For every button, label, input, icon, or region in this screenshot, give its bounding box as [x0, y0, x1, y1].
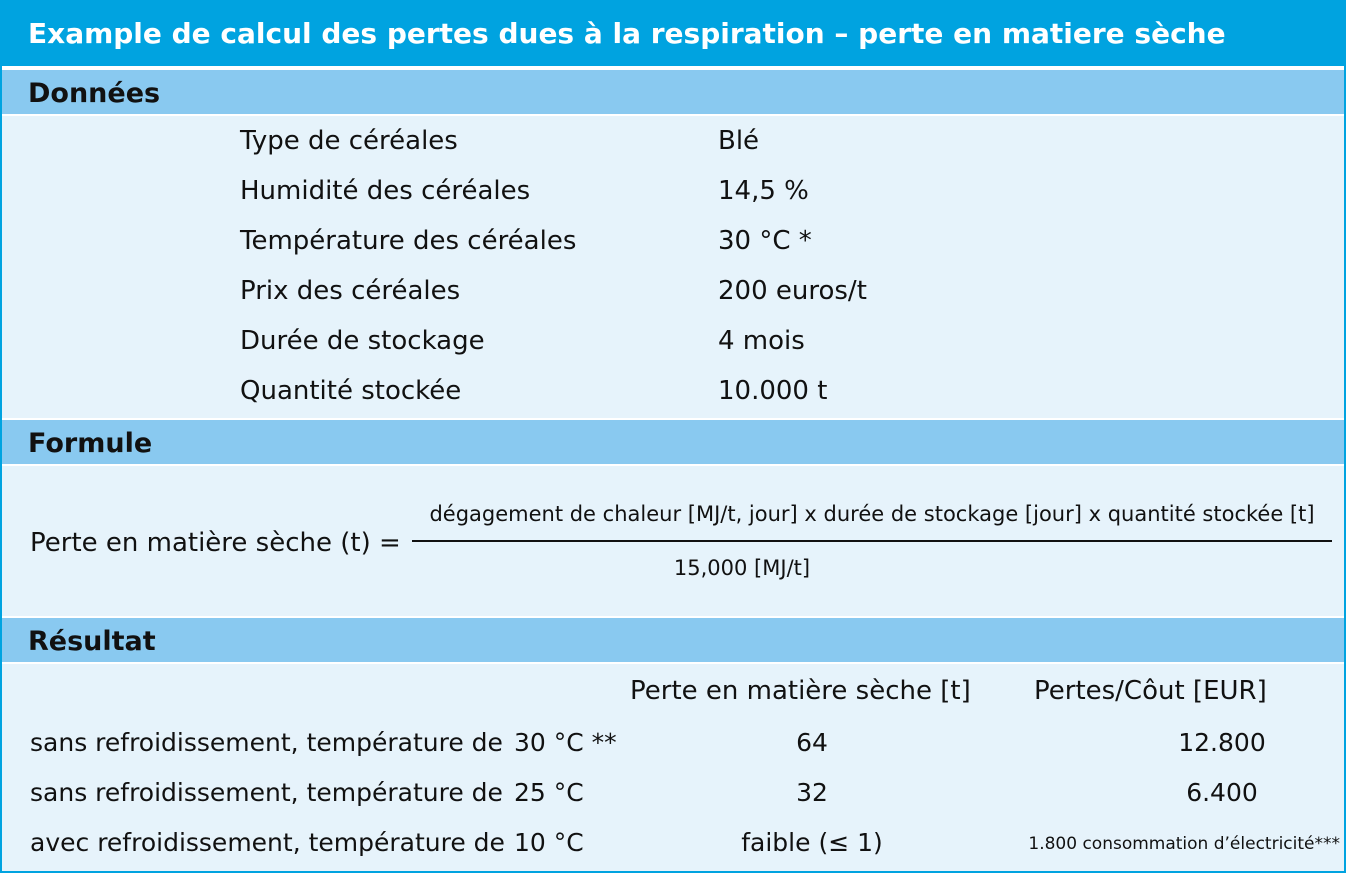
result-row-temp: 10 °C [514, 828, 584, 857]
formula-denominator: 15,000 [MJ/t] [673, 556, 811, 580]
result-row-label: sans refroidissement, température de [30, 728, 503, 757]
section-header-data: Données [2, 68, 1344, 116]
result-row-label: avec refroidissement, température de [30, 828, 505, 857]
data-label-price: Prix des céréales [240, 276, 461, 306]
result-row-loss: 64 [796, 728, 828, 757]
result-row-loss: 32 [796, 778, 828, 807]
formula-lhs: Perte en matière sèche (t) = [30, 528, 401, 558]
data-value-grain-type: Blé [718, 126, 760, 156]
result-row-label: sans refroidissement, température de [30, 778, 503, 807]
data-label-temperature: Température des céréales [240, 226, 577, 256]
formula-numerator: dégagement de chaleur [MJ/t, jour] x durée de stockage [jour] x quantité stockée [t] [429, 502, 1315, 526]
result-row-cost: 1.800 consommation d’électricité*** [1028, 834, 1340, 854]
data-value-quantity: 10.000 t [718, 376, 828, 406]
data-label-humidity: Humidité des céréales [240, 176, 531, 206]
data-value-humidity: 14,5 % [718, 176, 809, 206]
result-row-cost: 6.400 [1186, 778, 1258, 807]
data-label-duration: Durée de stockage [240, 326, 485, 356]
result-row-cost: 12.800 [1178, 728, 1266, 757]
column-header-cost: Pertes/Côut [EUR] [1034, 676, 1267, 706]
result-row-loss: faible (≤ 1) [741, 828, 883, 857]
data-label-grain-type: Type de céréales [240, 126, 458, 156]
section-header-result: Résultat [2, 616, 1344, 664]
result-row-temp: 25 °C [514, 778, 584, 807]
data-value-temperature: 30 °C * [718, 226, 812, 256]
data-label-quantity: Quantité stockée [240, 376, 462, 406]
result-row-temp: 30 °C ** [514, 728, 617, 757]
fraction-line [412, 540, 1332, 542]
section-header-formula: Formule [2, 418, 1344, 466]
table-title: Example de calcul des pertes dues à la respiration – perte en matiere sèche [2, 0, 1344, 68]
column-header-loss: Perte en matière sèche [t] [630, 676, 971, 706]
data-value-duration: 4 mois [718, 326, 805, 356]
data-value-price: 200 euros/t [718, 276, 867, 306]
